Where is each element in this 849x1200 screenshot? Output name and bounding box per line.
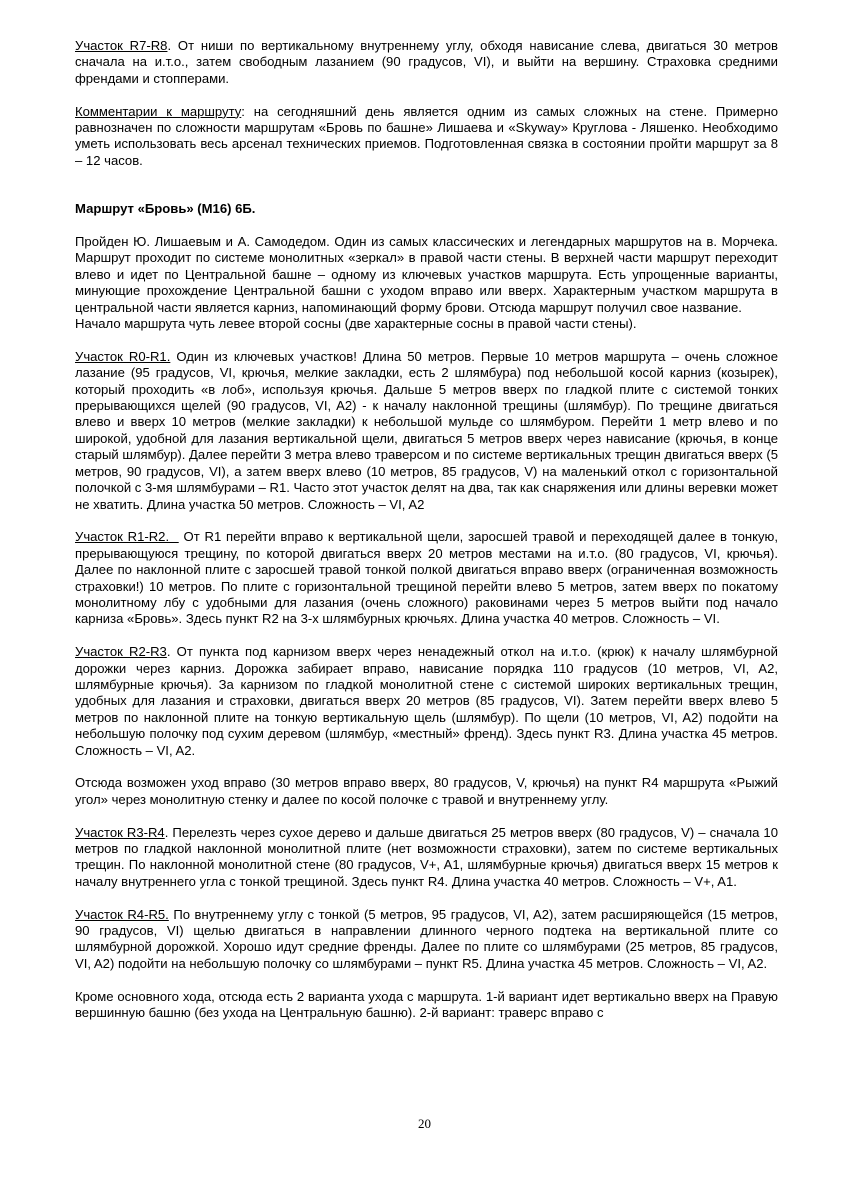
page-content — [75, 38, 778, 1038]
exit-option-r3: Отсюда возможен уход вправо (30 метров вправо вверх, 80 градусов, V, крючья) на пункт R4 маршрута «Рыжий угол» через монолитную стенку и далее по косой полочке с травой и внутреннему углу. — [75, 775, 778, 807]
section-r0-r1 — [75, 349, 778, 513]
section-r4-r5-text: По внутреннему углу с тонкой (5 метров, 95 градусов, VI, A2), затем расширяющейся (15 метров, 90 градусов, VI) щелью двигаться в направлении длинного черного подтека на вертикальной плите со шлямбурной дорожкой. Хорошо идут средние френды. Далее по плите со шлямбурами (25 метров, 85 градусов, VI, A2) подойти на небольшую полочку со шлямбурами – пункт R5. Длина участка 45 метров. Сложность – VI, A2. — [75, 906, 778, 971]
section-r3-r4 — [75, 825, 778, 891]
section-r7-r8-label: Участок R7-R8 — [75, 38, 168, 53]
section-r2-r3-text: . От пункта под карнизом вверх через ненадежный откол на и.т.о. (крюк) к началу шлямбурной дорожки через карниз. Дорожка забирает вправо, нависание порядка 110 градусов (10 метров, VI, A2, шлямбурные крючья). За карнизом по гладкой монолитной стене с системой широких вертикальных трещин, удобных для лазания и страховки, двигаться вверх 20 метров (85 градусов, VI). Затем перейти вверх влево 5 метров по наклонной плите на тонкую вертикальную щель (шлямбур). По щели (10 метров, VI, A2) подойти на небольшую полочку под сухим деревом (шлямбур, «местный» френд). Здесь пункт R3. Длина участка 45 метров. Сложность – VI, A2. — [75, 644, 778, 758]
route-start: Начало маршрута чуть левее второй сосны (две характерные сосны в правой части стены). — [75, 316, 637, 332]
section-r0-r1-label: Участок R0-R1. — [75, 348, 171, 364]
exit-options-r5: Кроме основного хода, отсюда есть 2 варианта ухода с маршрута. 1-й вариант идет вертикально вверх на Правую вершинную башню (без ухода на Центральную башню). 2-й вариант: траверс вправо с — [75, 988, 778, 1021]
section-r2-r3 — [75, 644, 778, 759]
route-comments-text: : на сегодняшний день является одним из самых сложных на стене. Примерно равнозначен по сложности маршрутам «Бровь по башне» Лишаева и «Skyway» Круглова - Ляшенко. Необходимо уметь использовать весь арсенал технических приемов. Подготовленная связка в состоянии пройти маршрут за 8 – 12 часов. — [75, 103, 778, 168]
section-r4-r5-label: Участок R4-R5. — [75, 906, 169, 922]
section-r1-r2-label: Участок R1-R2. — [75, 529, 179, 545]
section-r4-r5 — [75, 907, 778, 973]
section-r3-r4-text: . Перелезть через сухое дерево и дальше двигаться 25 метров вверх (80 градусов, V) – сначала 10 метров по гладкой наклонной монолитной плите (нет возможности страховки), затем по системе вертикальных трещин. По наклонной монолитной стене (80 градусов, V+, A1, шлямбурные крючья) двигаться вверх 15 метров к началу внутреннего угла с тонкой трещиной. Здесь пункт R4. Длина участка 40 метров. Сложность – V+, A1. — [75, 824, 778, 889]
route-comments-label: Комментарии к маршруту — [75, 103, 242, 119]
route-title: Маршрут «Бровь» (М16) 6Б. — [75, 201, 256, 217]
section-r1-r2 — [75, 529, 778, 627]
route-comments — [75, 104, 778, 170]
section-r1-r2-text: От R1 перейти вправо к вертикальной щели, заросшей травой и переходящей далее в тонкую, прерывающуюся трещину, по которой двигаться вверх 20 метров местами на и.т.о. (80 градусов, VI, крючья). Далее по наклонной плите с заросшей травой тонкой полкой двигаться вправо вверх (ограниченная возможность страховки!) 10 метров. По плите с горизонтальной трещиной перейти влево 5 метров, затем вверх по покатому монолитному лбу с удобными для лазания (очень сложного) раковинами через 5 метров выйти под начало карниза «Бровь». Здесь пункт R2 на 3-х шлямбурных крючьях. Длина участка 40 метров. Сложность – VI. — [75, 529, 778, 627]
section-r7-r8-text: . От ниши по вертикальному внутреннему углу, обходя нависание слева, двигаться 30 метров сначала на и.т.о., затем свободным лазанием (90 градусов, VI), и выйти на вершину. Страховка средними френдами и стопперами. — [75, 38, 778, 86]
section-r7-r8 — [75, 38, 778, 87]
section-r0-r1-text: Один из ключевых участков! Длина 50 метров. Первые 10 метров маршрута – очень сложное лазание (95 градусов, VI, крючья, мелкие закладки, есть 2 шлямбура) под небольшой косой карниз (козырек), который проходить «в лоб», используя крючья. Дальше 5 метров вверх по гладкой плите с системой тонких прерывающихся щелей (90 градусов, VI, A2) - к началу наклонной трещины (шлямбур). По трещине двигаться влево и вверх 10 метров (мелкие закладки) к небольшой мульде со шлямбуром. Перейти 1 метр влево и по широкой, удобной для лазания вертикальной щели, двигаться 5 метров вверх через нависание (крючья, в конце старый шлямбур). Далее перейти 3 метра влево траверсом и по системе вертикальных трещин двигаться вверх (5 метров, 90 градусов, VI), а затем вверх влево (10 метров, 85 градусов, V) на маленький откол с горизонтальной полочкой с 3-мя шлямбурами – R1. Часто этот участок делят на два, так как снаряжения или длины веревки может не хватить. Длина участка 50 метров. Сложность – VI, A2 — [75, 348, 778, 512]
page-number: 20 — [418, 1116, 431, 1131]
section-r3-r4-label: Участок R3-R4 — [75, 824, 165, 840]
section-r2-r3-label: Участок R2-R3 — [75, 644, 167, 660]
route-intro: Пройден Ю. Лишаевым и А. Самодедом. Один из самых классических и легендарных маршрутов на в. Морчека. Маршрут проходит по системе монолитных «зеркал» в правой части стены. В верхней части маршрут переходит влево и идет по Центральной башне – одному из ключевых участков маршрута. Есть упрощенные варианты, минующие прохождение Центральной башни с уходом вправо или вверх. Характерным участком маршрута в центральной части является карниз, напоминающий форму брови. Отсюда маршрут получил свое название. — [75, 234, 778, 315]
